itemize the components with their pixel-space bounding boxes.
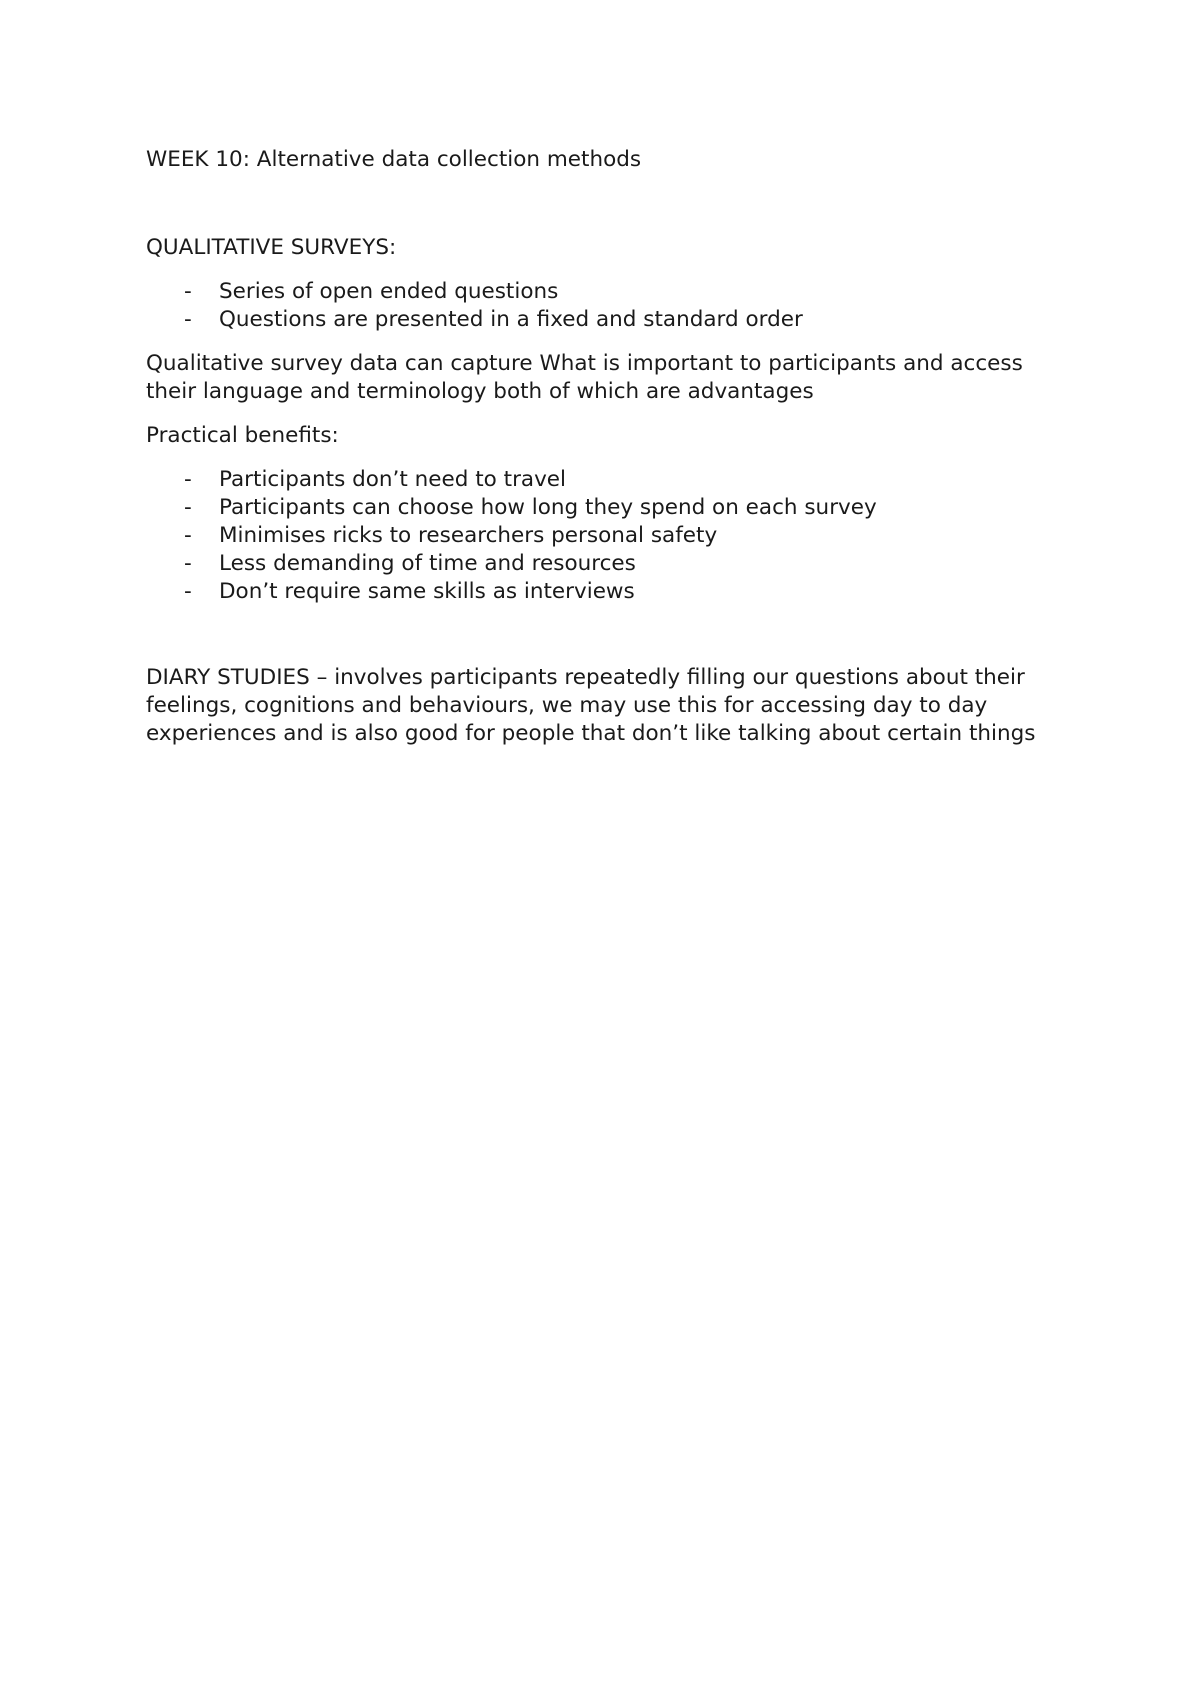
list-item [146, 466, 1076, 494]
spacer [146, 622, 1076, 664]
dash-bullet: - [184, 551, 192, 576]
list-item [146, 550, 1076, 578]
document-body [146, 146, 1076, 764]
list-item [146, 494, 1076, 522]
section-heading-qualitative-surveys: QUALITATIVE SURVEYS: [146, 235, 397, 260]
list-item [146, 522, 1076, 550]
diary-studies-paragraph: DIARY STUDIES – involves participants repeatedly filling our questions about their feelings, cognitions and behaviours, we may use this for accessing day to day experiences and is also good for people that don’t like talking about certain things [146, 665, 1036, 746]
list-item-text: Series of open ended questions [219, 279, 559, 304]
dash-bullet: - [184, 495, 192, 520]
dash-bullet: - [184, 579, 192, 604]
practical-benefits-list [146, 466, 1076, 606]
list-item-text: Participants can choose how long they spend on each survey [219, 495, 877, 520]
list-item-text: Don’t require same skills as interviews [219, 579, 635, 604]
dash-bullet: - [184, 523, 192, 548]
list-item [146, 278, 1076, 306]
list-item [146, 306, 1076, 334]
list-item-text: Questions are presented in a fixed and standard order [219, 307, 803, 332]
dash-bullet: - [184, 307, 192, 332]
section-heading-practical-benefits: Practical benefits: [146, 423, 339, 448]
qualitative-surveys-list [146, 278, 1076, 334]
list-item-text: Less demanding of time and resources [219, 551, 636, 576]
document-title: WEEK 10: Alternative data collection methods [146, 147, 642, 172]
list-item [146, 578, 1076, 606]
list-item-text: Minimises ricks to researchers personal safety [219, 523, 718, 548]
list-item-text: Participants don’t need to travel [219, 467, 567, 492]
qualitative-survey-paragraph: Qualitative survey data can capture What is important to participants and access their language and terminology both of which are advantages [146, 351, 1023, 404]
dash-bullet: - [184, 279, 192, 304]
dash-bullet: - [184, 467, 192, 492]
